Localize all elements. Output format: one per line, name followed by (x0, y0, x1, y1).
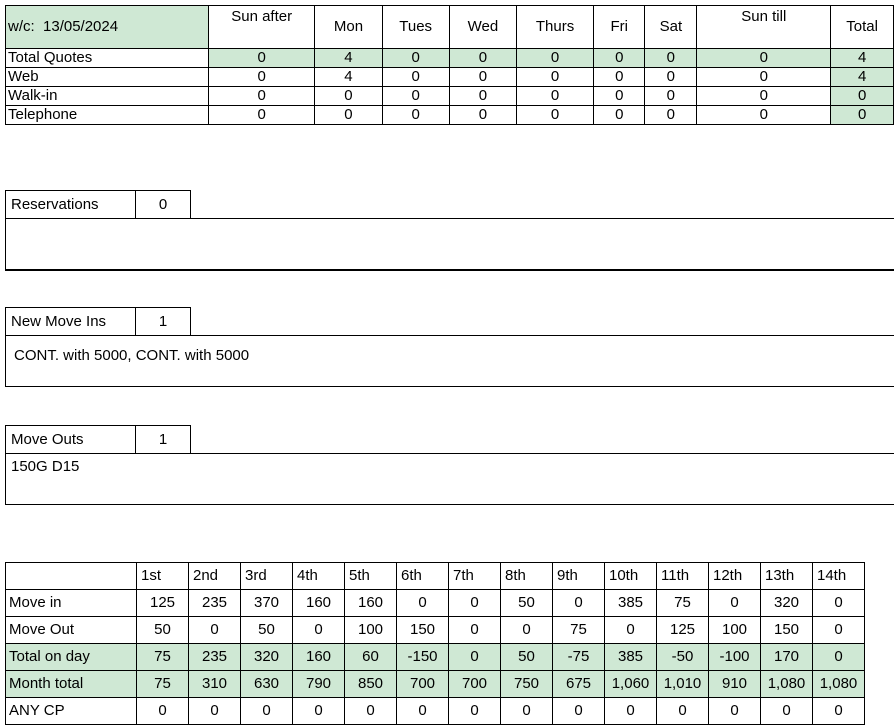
day-header: 3rd (241, 563, 293, 590)
cell: 0 (397, 698, 449, 725)
col-header-total: Total (831, 6, 894, 49)
weekly-row-web (6, 68, 894, 87)
cell: 0 (449, 49, 516, 68)
cell: 0 (553, 698, 605, 725)
cell: 675 (553, 671, 605, 698)
total-cell: 4 (831, 68, 894, 87)
cell: 0 (382, 106, 449, 125)
row-label: Telephone (6, 106, 209, 125)
cell: 0 (553, 590, 605, 617)
day-header: 2nd (189, 563, 241, 590)
day-header: 4th (293, 563, 345, 590)
cell: 0 (605, 617, 657, 644)
monthly-row-month-total (6, 671, 865, 698)
row-label: Move Out (6, 617, 137, 644)
day-header: 7th (449, 563, 501, 590)
day-header: 6th (397, 563, 449, 590)
col-header-mon: Mon (315, 6, 382, 49)
cell: 0 (449, 106, 516, 125)
total-cell: 0 (831, 87, 894, 106)
cell: 160 (293, 644, 345, 671)
cell: 0 (645, 49, 697, 68)
day-header: 14th (813, 563, 865, 590)
cell: 0 (345, 698, 397, 725)
cell: 0 (594, 49, 645, 68)
cell: 0 (382, 87, 449, 106)
week-commencing-date: 13/05/2024 (43, 18, 119, 35)
cell: 750 (501, 671, 553, 698)
cell: 0 (605, 698, 657, 725)
cell: 0 (501, 617, 553, 644)
cell: -50 (657, 644, 709, 671)
cell: 0 (137, 698, 189, 725)
row-label: Web (6, 68, 209, 87)
cell: 100 (709, 617, 761, 644)
cell: 75 (137, 644, 189, 671)
move-outs-notes: 150G D15 (5, 453, 894, 505)
weekly-row-walk-in (6, 87, 894, 106)
row-label: Walk-in (6, 87, 209, 106)
day-header: 10th (605, 563, 657, 590)
new-move-ins-label: New Move Ins (5, 307, 136, 335)
cell: 50 (137, 617, 189, 644)
cell: 630 (241, 671, 293, 698)
cell: 160 (345, 590, 397, 617)
cell: 170 (761, 644, 813, 671)
col-header-wed: Wed (449, 6, 516, 49)
cell: 0 (645, 106, 697, 125)
cell: 75 (137, 671, 189, 698)
cell: 0 (517, 68, 594, 87)
new-move-ins-header (5, 307, 894, 335)
col-header-fri: Fri (594, 6, 645, 49)
cell: 320 (241, 644, 293, 671)
cell: 0 (697, 106, 831, 125)
new-move-ins-count: 1 (136, 307, 191, 335)
cell: 235 (189, 644, 241, 671)
cell: 320 (761, 590, 813, 617)
cell: 1,010 (657, 671, 709, 698)
cell: -75 (553, 644, 605, 671)
col-header-tues: Tues (382, 6, 449, 49)
cell: 0 (449, 87, 516, 106)
cell: 4 (315, 68, 382, 87)
cell: 0 (397, 590, 449, 617)
cell: 100 (345, 617, 397, 644)
cell: 0 (697, 49, 831, 68)
cell: 1,080 (761, 671, 813, 698)
day-header: 11th (657, 563, 709, 590)
cell: 0 (645, 68, 697, 87)
cell: 0 (382, 68, 449, 87)
cell: 0 (697, 68, 831, 87)
cell: 0 (594, 106, 645, 125)
move-outs-label: Move Outs (5, 425, 136, 453)
cell: 0 (208, 49, 314, 68)
day-header: 13th (761, 563, 813, 590)
reservations-count: 0 (136, 190, 191, 218)
monthly-row-move-in (6, 590, 865, 617)
cell: 0 (761, 698, 813, 725)
cell: 0 (449, 68, 516, 87)
cell: 1,080 (813, 671, 865, 698)
cell: 0 (241, 698, 293, 725)
new-move-ins-section (5, 307, 894, 387)
cell: 0 (709, 698, 761, 725)
cell: 0 (449, 617, 501, 644)
cell: 700 (449, 671, 501, 698)
cell: 0 (449, 590, 501, 617)
cell: 0 (517, 106, 594, 125)
cell: 0 (189, 617, 241, 644)
cell: 0 (501, 698, 553, 725)
cell: 60 (345, 644, 397, 671)
col-header-sun-till: Sun till (697, 6, 831, 49)
day-header: 8th (501, 563, 553, 590)
cell: 1,060 (605, 671, 657, 698)
day-header: 12th (709, 563, 761, 590)
reservations-label: Reservations (5, 190, 136, 218)
row-label: Month total (6, 671, 137, 698)
weekly-row-telephone (6, 106, 894, 125)
cell: 850 (345, 671, 397, 698)
cell: 385 (605, 590, 657, 617)
cell: 150 (761, 617, 813, 644)
move-outs-count: 1 (136, 425, 191, 453)
row-label: Total Quotes (6, 49, 209, 68)
cell: 0 (293, 698, 345, 725)
cell: 150 (397, 617, 449, 644)
cell: 0 (813, 698, 865, 725)
cell: 50 (501, 590, 553, 617)
cell: 75 (657, 590, 709, 617)
monthly-row-move-out (6, 617, 865, 644)
cell: 0 (293, 617, 345, 644)
move-outs-section (5, 425, 894, 505)
monthly-totals-table (5, 562, 865, 725)
day-header: 1st (137, 563, 189, 590)
weekly-header-row (6, 6, 894, 49)
cell: 0 (189, 698, 241, 725)
day-header: 9th (553, 563, 605, 590)
monthly-row-any-cp (6, 698, 865, 725)
monthly-row-total-on-day (6, 644, 865, 671)
col-header-thurs: Thurs (517, 6, 594, 49)
cell: 385 (605, 644, 657, 671)
cell: 0 (449, 698, 501, 725)
reservations-section (5, 190, 894, 271)
cell: 0 (208, 87, 314, 106)
cell: 910 (709, 671, 761, 698)
cell: 0 (709, 590, 761, 617)
cell: 0 (813, 590, 865, 617)
cell: 235 (189, 590, 241, 617)
cell: 125 (137, 590, 189, 617)
cell: 0 (315, 87, 382, 106)
weekly-row-total-quotes (6, 49, 894, 68)
cell: -150 (397, 644, 449, 671)
reservations-notes (5, 218, 894, 271)
cell: 0 (645, 87, 697, 106)
cell: 4 (315, 49, 382, 68)
cell: 0 (208, 106, 314, 125)
col-header-sun-after: Sun after (208, 6, 314, 49)
row-label: Total on day (6, 644, 137, 671)
week-commencing-cell (6, 6, 209, 49)
cell: 0 (517, 49, 594, 68)
day-header: 5th (345, 563, 397, 590)
col-header-sat: Sat (645, 6, 697, 49)
cell: 125 (657, 617, 709, 644)
cell: 75 (553, 617, 605, 644)
cell: 370 (241, 590, 293, 617)
cell: 0 (657, 698, 709, 725)
cell: 0 (208, 68, 314, 87)
cell: 0 (594, 68, 645, 87)
move-outs-header (5, 425, 894, 453)
cell: 50 (241, 617, 293, 644)
new-move-ins-notes: CONT. with 5000, CONT. with 5000 (5, 335, 894, 387)
weekly-quotes-table (5, 5, 894, 125)
cell: 160 (293, 590, 345, 617)
cell: 50 (501, 644, 553, 671)
week-commencing-label: w/c: (8, 18, 35, 35)
cell: 0 (315, 106, 382, 125)
total-cell: 4 (831, 49, 894, 68)
cell: 700 (397, 671, 449, 698)
total-cell: 0 (831, 106, 894, 125)
row-label: ANY CP (6, 698, 137, 725)
cell: 0 (449, 644, 501, 671)
reservations-header (5, 190, 894, 218)
cell: 0 (517, 87, 594, 106)
cell: 0 (697, 87, 831, 106)
monthly-header-row (6, 563, 865, 590)
corner-cell (6, 563, 137, 590)
cell: -100 (709, 644, 761, 671)
cell: 310 (189, 671, 241, 698)
cell: 0 (813, 644, 865, 671)
cell: 790 (293, 671, 345, 698)
cell: 0 (813, 617, 865, 644)
cell: 0 (382, 49, 449, 68)
cell: 0 (594, 87, 645, 106)
row-label: Move in (6, 590, 137, 617)
